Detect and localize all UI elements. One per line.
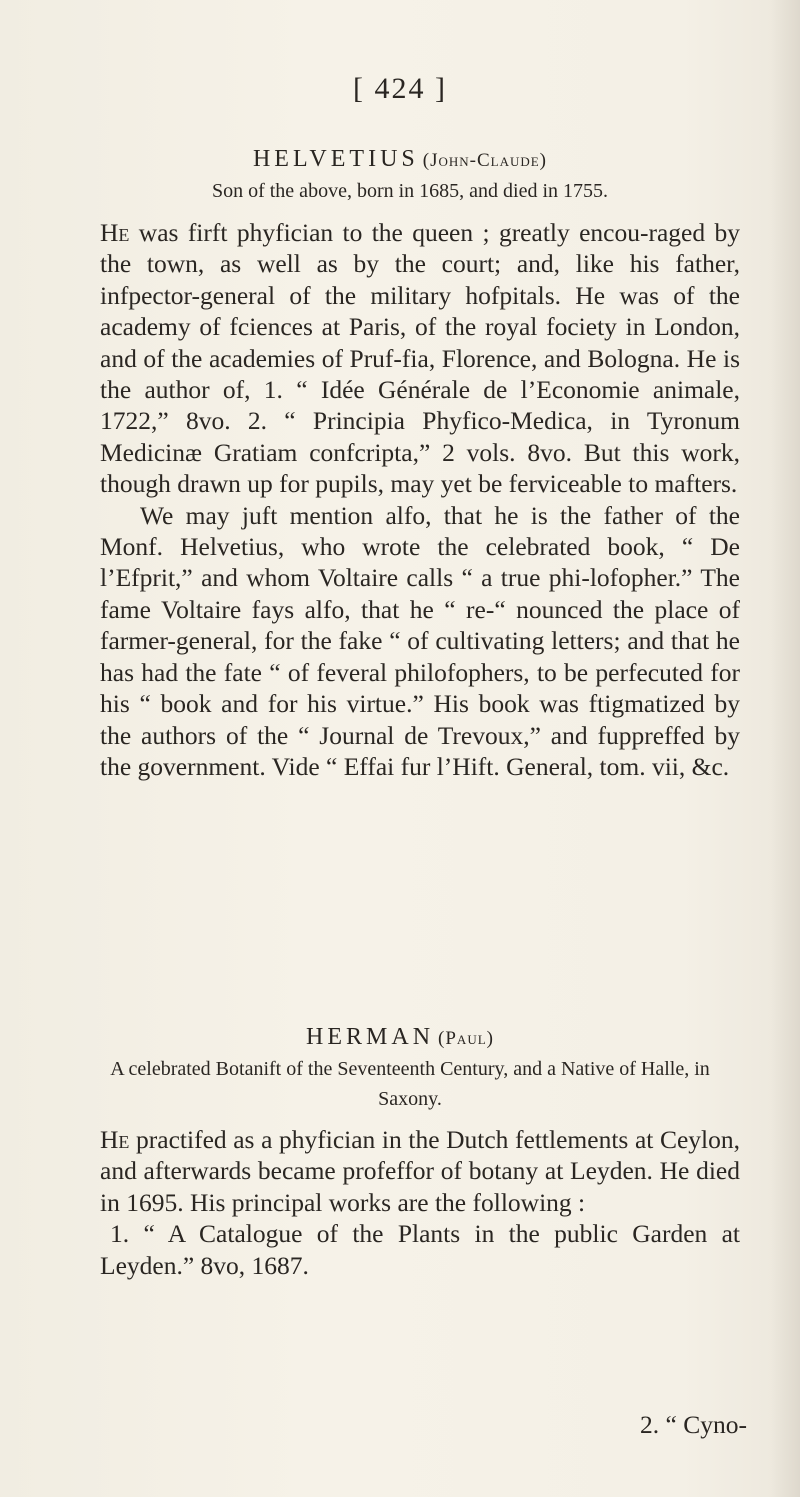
- paragraph: [100, 217, 740, 500]
- entry-surname: HELVETIUS: [252, 146, 419, 172]
- entry-given-name: (Paul): [438, 1028, 494, 1049]
- entry-heading-herman: [0, 1024, 800, 1051]
- paragraph: [100, 500, 740, 783]
- paragraph-text: practifed as a phyfician in the Dutch fettlements at Ceylon, and afterwards became profeffor of botany at Leyden. He died in 1695. His principal works are the following :: [100, 1125, 740, 1217]
- paragraph: [100, 1218, 740, 1281]
- entry-heading-helvetius: [0, 146, 800, 173]
- entry-subtitle: A celebrated Botanift of the Seventeenth Century, and a Native of Halle, in Saxony.: [110, 1058, 710, 1110]
- entry-surname: HERMAN: [306, 1024, 435, 1050]
- page-number: [ 424 ]: [353, 72, 447, 105]
- paragraph-lead-word: He: [100, 1125, 130, 1154]
- entry-subtitle: Son of the above, born in 1685, and died in 1755.: [211, 180, 609, 202]
- paragraph-text: was firft phyfician to the queen ; greatly encou-raged by the town, as well as by the court; and, like his father, infpector-general of the military hofpitals. He was of the academy of fciences at Paris, of the royal fociety in London, and of the academies of Pruf-fia, Florence, and Bologna. He is the author of, 1. “ Idée Générale de l’Economie animale, 1722,” 8vo. 2. “ Principia Phyfico-Medica, in Tyronum Medicinæ Gratiam confcripta,” 2 vols. 8vo. But this work, though drawn up for pupils, may yet be ferviceable to mafters.: [100, 218, 740, 499]
- catchword: 2. “ Cyno-: [640, 1410, 747, 1439]
- page-edge-shadow: [770, 0, 800, 1497]
- paragraph: [100, 1124, 740, 1218]
- paragraph-lead-word: He: [100, 218, 130, 247]
- entry-body-helvetius: [100, 217, 740, 782]
- paragraph-text: We may juft mention alfo, that he is the father of the Monf. Helvetius, who wrote the celebrated book, “ De l’Efprit,” and whom Voltaire calls “ a true phi-lofopher.” The fame Voltaire fays alfo, that he “ re-“ nounced the place of farmer-general, for the fake “ of cultivating letters; and that he has had the fate “ of feveral philofophers, to be perfecuted for his “ book and for his virtue.” His book was ftigmatized by the authors of the “ Journal de Trevoux,” and fuppreffed by the government. Vide “ Effai fur l’Hift. General, tom. vii, &c.: [100, 500, 740, 781]
- entry-given-name: (John-Claude): [422, 150, 548, 171]
- paragraph-text: 1. “ A Catalogue of the Plants in the public Garden at Leyden.” 8vo, 1687.: [100, 1219, 740, 1280]
- entry-body-herman: [100, 1124, 740, 1281]
